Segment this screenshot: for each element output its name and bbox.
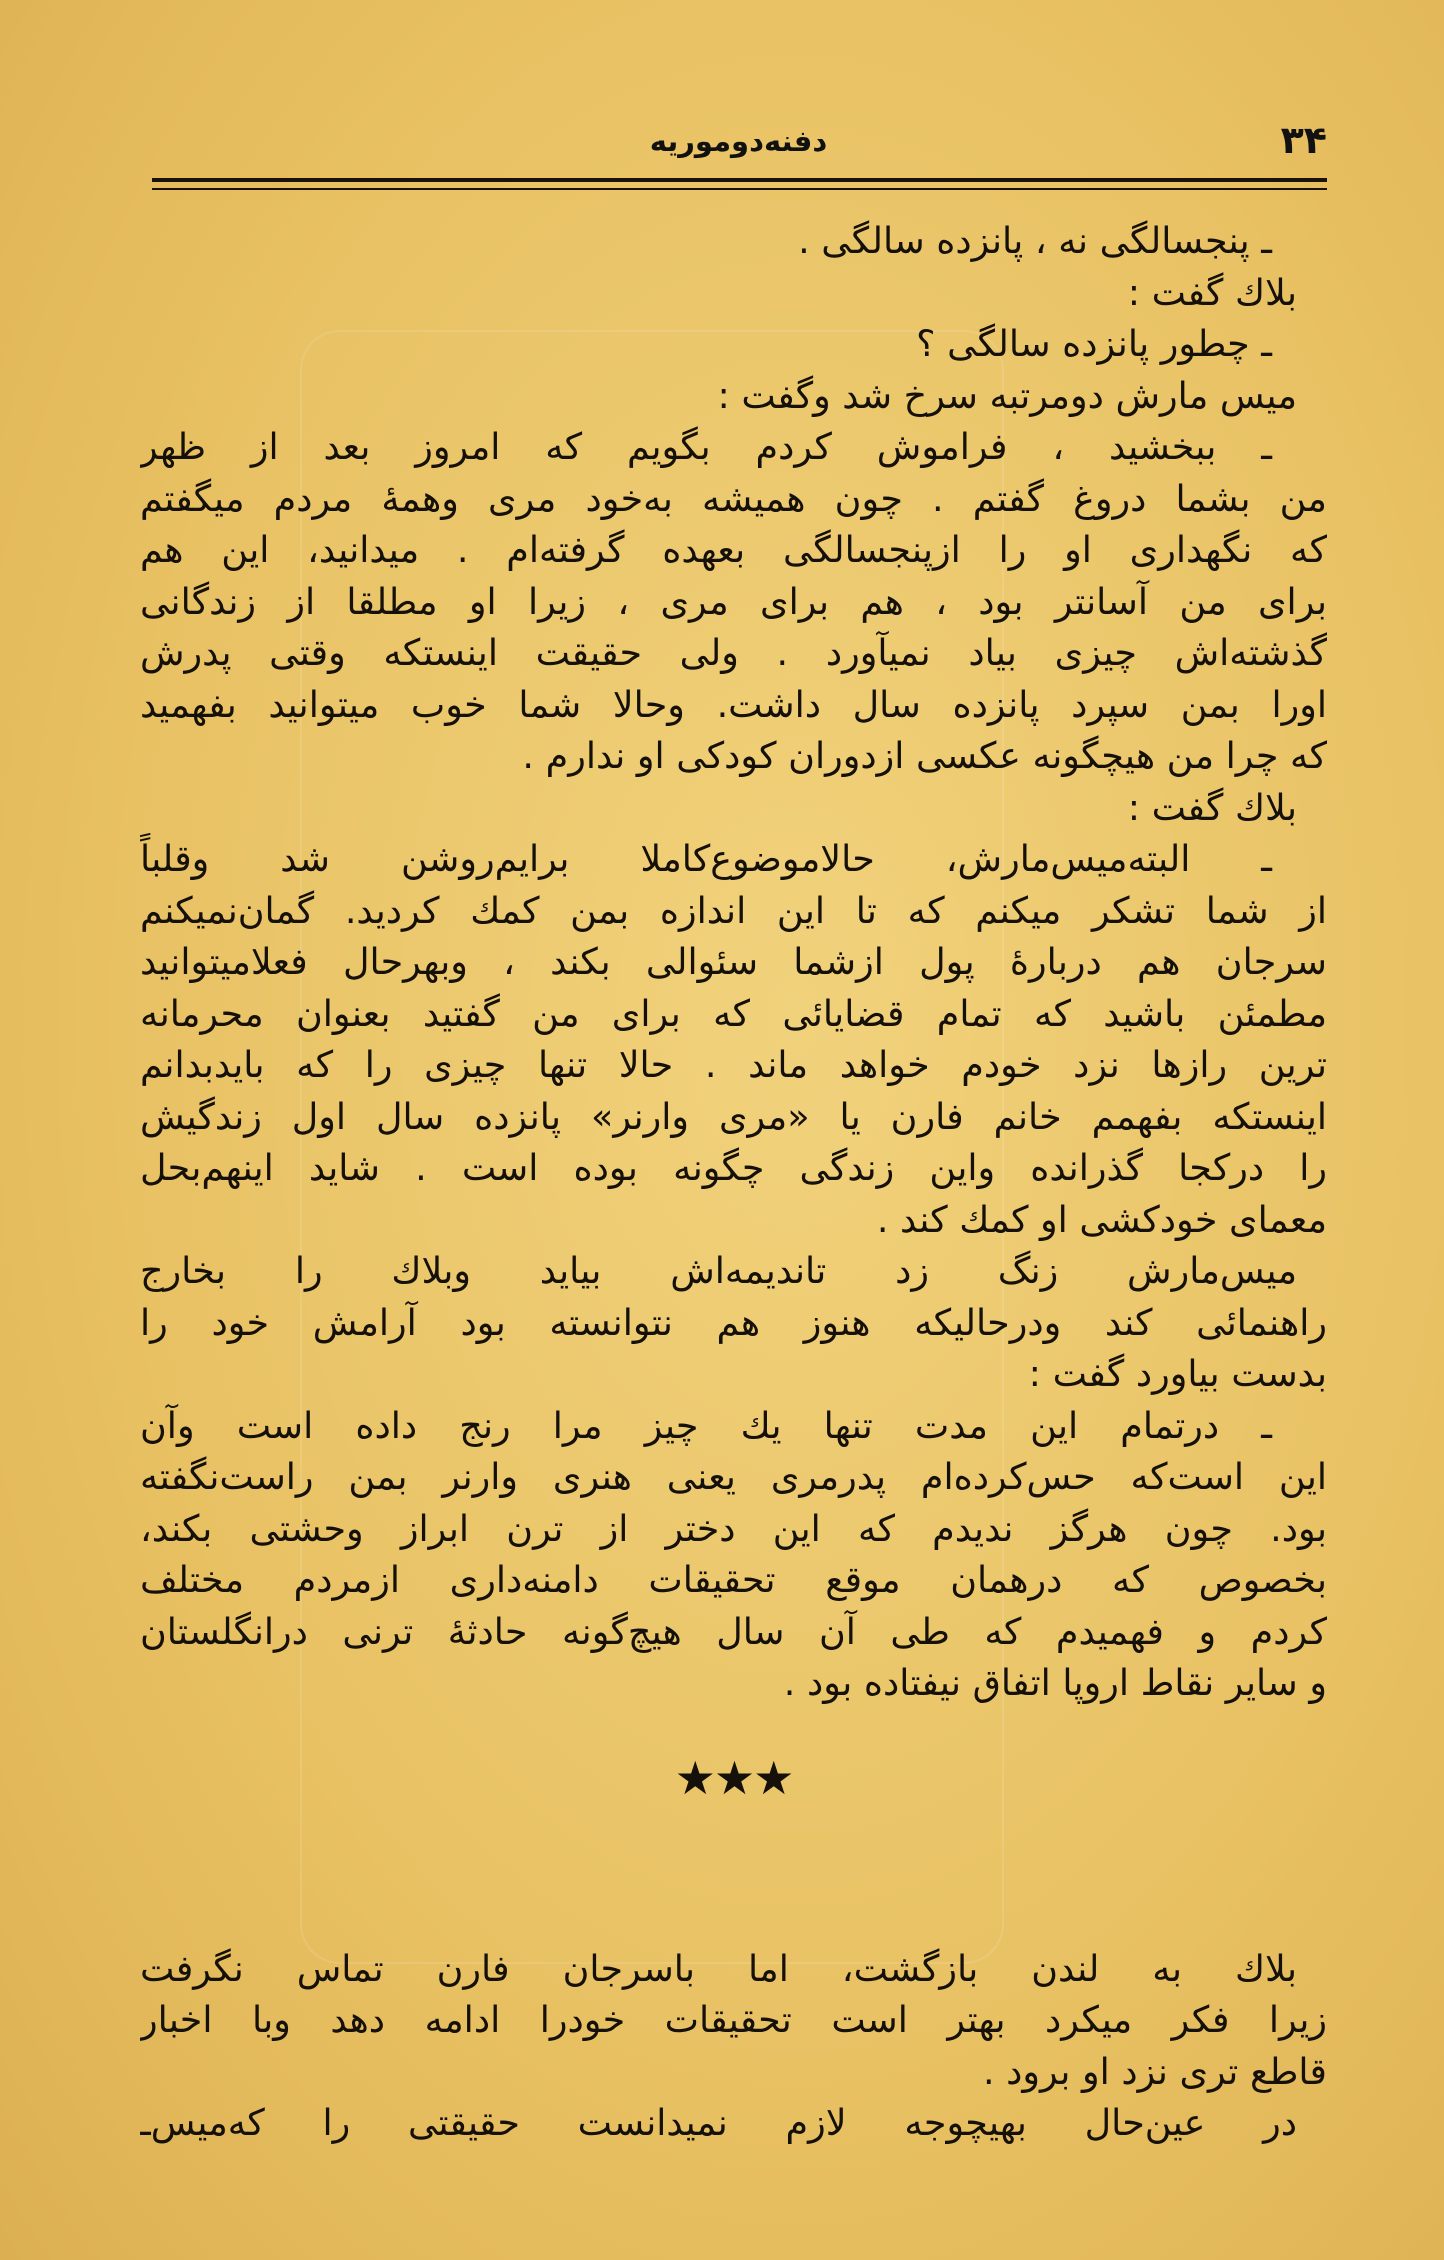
text-line: از شما تشکر میکنم که تا این اندازه بمن کمك کردید. گمان‌نمیکنم	[140, 888, 1327, 932]
text-line: راهنمائی کند ودرحالیکه هنوز هم نتوانسته بود آرامش خود را	[140, 1300, 1327, 1344]
text-line: این است‌که حس‌کرده‌ام پدرمری یعنی هنری وارنر بمن راست‌نگفته	[140, 1455, 1327, 1498]
text-line: برای من آسانتر بود ، هم برای مری ، زیرا او مطلقا از زندگانی	[140, 579, 1327, 623]
text-line: ـ پنجسالگی نه ، پانزده سالگی .	[798, 219, 1272, 262]
text-line: قاطع تری نزد او برود .	[982, 2049, 1327, 2093]
text-line: اورا بمن سپرد پانزده سال داشت. وحالا شما خوب میتوانید بفهمید	[140, 682, 1327, 726]
text-line: بلاك گفت :	[1127, 785, 1297, 829]
text-line: را درکجا گذرانده واین زندگی چگونه بوده است . شاید اینهم‌بحل	[140, 1146, 1327, 1189]
text-line: ـ درتمام این مدت تنها یك چیز مرا رنج داده است وآن	[140, 1403, 1272, 1447]
text-block-1	[140, 215, 1327, 1709]
text-line: میس‌مارش زنگ زد تاندیمه‌اش بیاید وبلاك را بخارج	[140, 1249, 1297, 1292]
text-line: میس مارش دومرتبه سرخ شد وگفت :	[717, 373, 1297, 417]
text-line: ترین رازها نزد خودم خواهد ماند . حالا تنها چیزی را که بایدبدانم	[140, 1043, 1327, 1086]
text-line: کردم و فهمیدم که طی آن سال هیچ‌گونه حادثهٔ ترنی درانگلستان	[140, 1609, 1327, 1653]
text-line: که چرا من هیچگونه عکسی ازدوران کودکی او ندارم .	[522, 734, 1327, 777]
text-line: زیرا فکر میکرد بهتر است تحقیقات خودرا ادامه دهد وبا اخبار	[140, 1998, 1327, 2041]
text-line: بلاك گفت :	[1127, 270, 1297, 314]
running-title: دفنه‌دوموریه	[649, 124, 828, 158]
text-line: سرجان هم دربارهٔ پول ازشما سئوالی بکند ، وبهرحال فعلامیتوانید	[140, 940, 1327, 983]
body-text	[140, 215, 1327, 2149]
text-line: اینستکه بفهمم خانم فارن یا «مری وارنر» پانزده سال اول زندگیش	[140, 1094, 1327, 1138]
text-line: در عین‌حال بهیچوجه لازم نمیدانست حقیقتی را که‌میس‌ـ	[140, 2101, 1297, 2144]
header-rule-thin	[152, 188, 1327, 190]
text-line: معمای خودکشی او کمك کند .	[876, 1197, 1327, 1241]
text-line: و سایر نقاط اروپا اتفاق نیفتاده بود .	[783, 1661, 1327, 1704]
text-line: ـ چطور پانزده سالگی ؟	[916, 322, 1272, 365]
text-line: گذشته‌اش چیزی بیاد نمیآورد . ولی حقیقت اینستکه وقتی پدرش	[140, 631, 1327, 674]
section-separator	[140, 1709, 1327, 1849]
header-rule-thick	[152, 178, 1327, 182]
text-line: بلاك به لندن بازگشت، اما باسرجان فارن تماس نگرفت	[140, 1946, 1297, 1990]
text-line: که نگهداری او را ازپنجسالگی بعهده گرفته‌ام . میدانید، این هم	[140, 528, 1327, 571]
text-line: بدست بیاورد گفت :	[1028, 1352, 1327, 1395]
text-line: بخصوص که درهمان موقع تحقیقات دامنه‌داری ازمردم مختلف	[140, 1558, 1327, 1601]
text-line: مطمئن باشید که تمام قضایائی که برای من گفتید بعنوان محرمانه	[140, 991, 1327, 1035]
page-number: ۳۴	[1280, 118, 1327, 162]
text-block-2	[140, 1943, 1327, 2149]
page-header	[150, 118, 1327, 168]
star-separator: ★★★	[674, 1750, 793, 1805]
text-line: ـ ببخشید ، فراموش کردم بگویم که امروز بعد از ظهر	[140, 425, 1272, 468]
text-line: بود. چون هرگز ندیدم که این دختر از ترن ابراز وحشتی بکند،	[140, 1506, 1327, 1550]
text-line: ـ البته‌میس‌مارش، حالاموضوع‌کاملا برایم‌روشن شد وقلباً	[140, 837, 1272, 880]
text-line: من بشما دروغ گفتم . چون همیشه به‌خود مری وهمهٔ مردم میگفتم	[140, 476, 1327, 520]
